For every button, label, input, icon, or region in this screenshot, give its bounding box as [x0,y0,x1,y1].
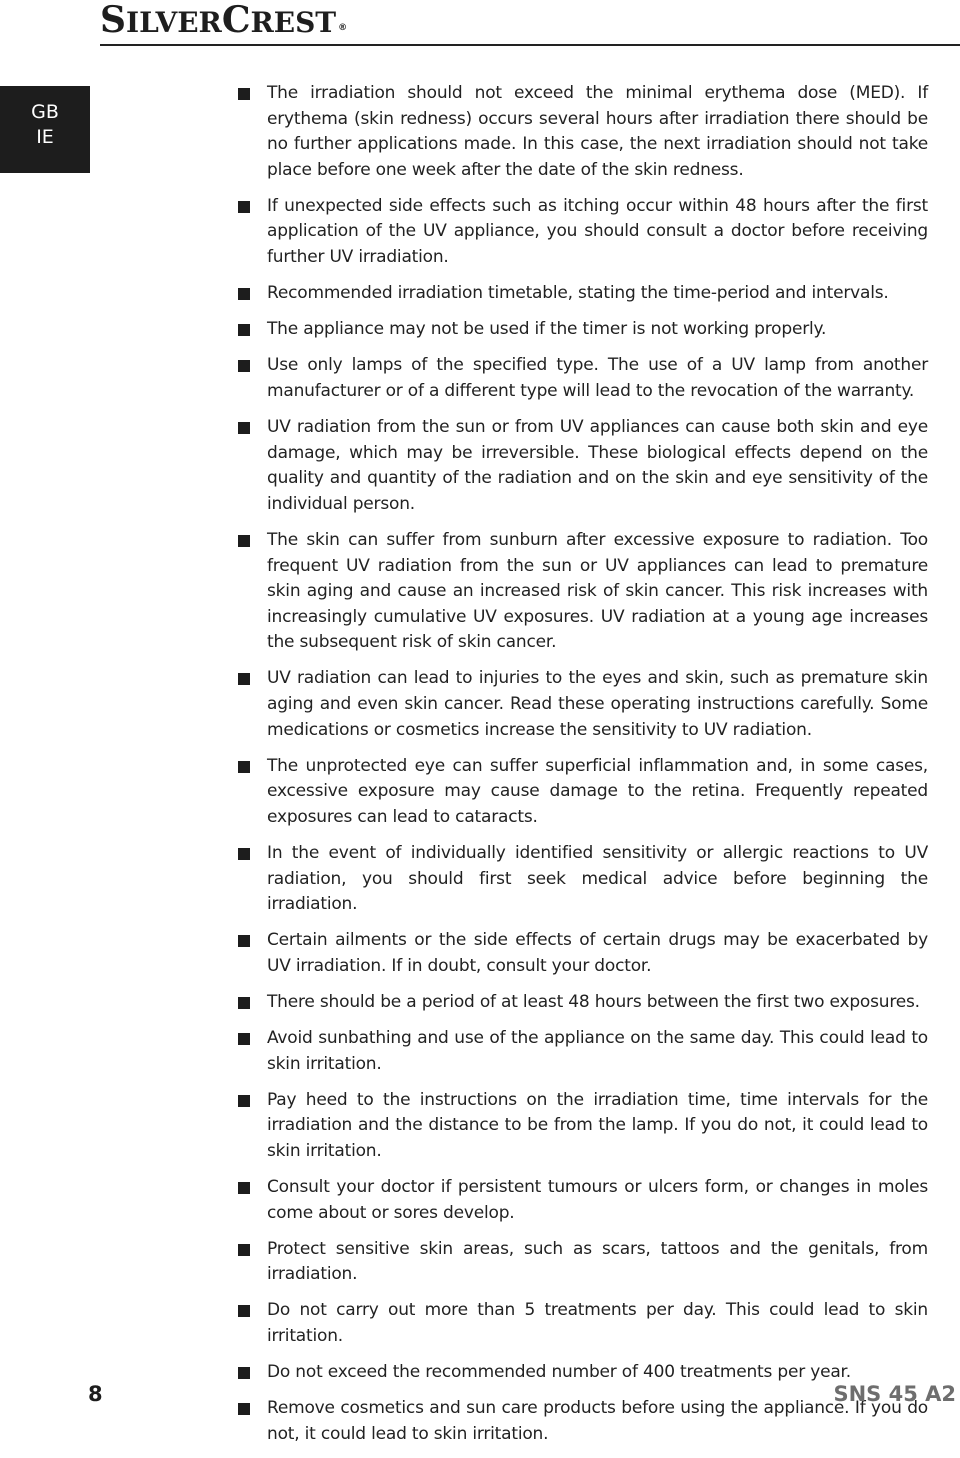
list-item-text: The unprotected eye can suffer superficial inflammation and, in some cases, excessive exposure may cause damage to the retina. Frequently repeated exposures can lead to cataracts. [267,755,928,827]
bullet-square-icon [238,1182,250,1194]
list-item [238,194,928,271]
list-item [238,754,928,831]
list-item-text: Pay heed to the instructions on the irradiation time, time intervals for the irradiation and the distance to be from the lamp. If you do not, it could lead to skin irritation. [267,1089,928,1161]
list-item-text: Do not exceed the recommended number of 400 treatments per year. [267,1362,851,1383]
list-item [238,841,928,918]
list-item [238,666,928,743]
list-item [238,1237,928,1288]
language-tab-line1: GB [31,101,59,123]
bullet-square-icon [238,201,250,213]
bullet-square-icon [238,761,250,773]
bullet-square-icon [238,1033,250,1045]
bullet-square-icon [238,422,250,434]
list-item [238,1088,928,1165]
list-item [238,81,928,183]
list-item-text: The skin can suffer from sunburn after excessive exposure to radiation. Too frequent UV radiation from the sun or UV appliances can lead to premature skin aging and cause an increased risk of skin cancer. This risk increases with increasingly cumulative UV exposures. UV radiation at a young age increases the subsequent risk of skin cancer. [267,529,928,653]
list-item [238,928,928,979]
bullet-square-icon [238,88,250,100]
bullet-square-icon [238,673,250,685]
list-item-text: Remove cosmetics and sun care products before using the appliance. If you do not, it could lead to skin irritation. [267,1398,928,1444]
list-item-text: If unexpected side effects such as itching occur within 48 hours after the first application of the UV appliance, you should consult a doctor before receiving further UV irradiation. [267,195,928,268]
list-item-text: Avoid sunbathing and use of the appliance on the same day. This could lead to skin irritation. [267,1028,928,1074]
list-item-text: Certain ailments or the side effects of certain drugs may be exacerbated by UV irradiation. If in doubt, consult your doctor. [267,930,928,976]
model-label: SNS 45 A2 [833,1382,956,1406]
brand-logo: SILVERCREST ® [100,0,348,41]
list-item [238,317,928,343]
bullet-square-icon [238,288,250,300]
list-item-text: Recommended irradiation timetable, stating the time-period and intervals. [267,283,889,304]
list-item [238,1360,928,1386]
list-item-text: UV radiation can lead to injuries to the eyes and skin, such as premature skin aging and even skin cancer. Read these operating instructions carefully. Some medications or cosmetics increase the sensitivity to UV radiation. [267,668,928,740]
bullet-square-icon [238,935,250,947]
bullet-square-icon [238,360,250,372]
bullet-square-icon [238,324,250,336]
list-item-text: Protect sensitive skin areas, such as scars, tattoos and the genitals, from irradiation. [267,1238,928,1285]
bullet-square-icon [238,1305,250,1317]
list-item [238,281,928,307]
list-item-text: The irradiation should not exceed the minimal erythema dose (MED). If erythema (skin redness) occurs several hours after irradiation there should be no further applications made. In this case, the next irradiation should not take place before one week after the date of the skin redness. [267,83,928,180]
list-item-text: Do not carry out more than 5 treatments per day. This could lead to skin irritation. [267,1300,928,1346]
bullet-square-icon [238,1095,250,1107]
page-number: 8 [88,1382,103,1406]
list-item-text: Use only lamps of the specified type. The use of a UV lamp from another manufacturer or of a different type will lead to the revocation of the warranty. [267,355,928,401]
bullet-square-icon [238,1403,250,1415]
language-tab-line2: IE [36,126,54,148]
list-item [238,528,928,656]
list-item-text: There should be a period of at least 48 hours between the first two exposures. [267,991,920,1012]
safety-instructions-list [238,81,928,1458]
bullet-square-icon [238,997,250,1009]
list-item [238,1298,928,1349]
list-item [238,415,928,517]
list-item-text: Consult your doctor if persistent tumours or ulcers form, or changes in moles come about or sores develop. [267,1176,928,1223]
list-item [238,990,928,1016]
header-divider [100,44,960,46]
list-item [238,1396,928,1447]
list-item-text: In the event of individually identified sensitivity or allergic reactions to UV radiation, you should first seek medical advice before beginning the irradiation. [267,842,928,915]
bullet-square-icon [238,1244,250,1256]
bullet-square-icon [238,535,250,547]
list-item-text: The appliance may not be used if the timer is not working properly. [267,319,827,340]
language-tab [0,86,90,173]
bullet-square-icon [238,848,250,860]
list-item-text: UV radiation from the sun or from UV appliances can cause both skin and eye damage, which may be irreversible. These biological effects depend on the quality and quantity of the radiation and on the skin and eye sensitivity of the individual person. [267,417,928,514]
list-item [238,1175,928,1226]
list-item [238,353,928,404]
list-item [238,1026,928,1077]
bullet-square-icon [238,1367,250,1379]
